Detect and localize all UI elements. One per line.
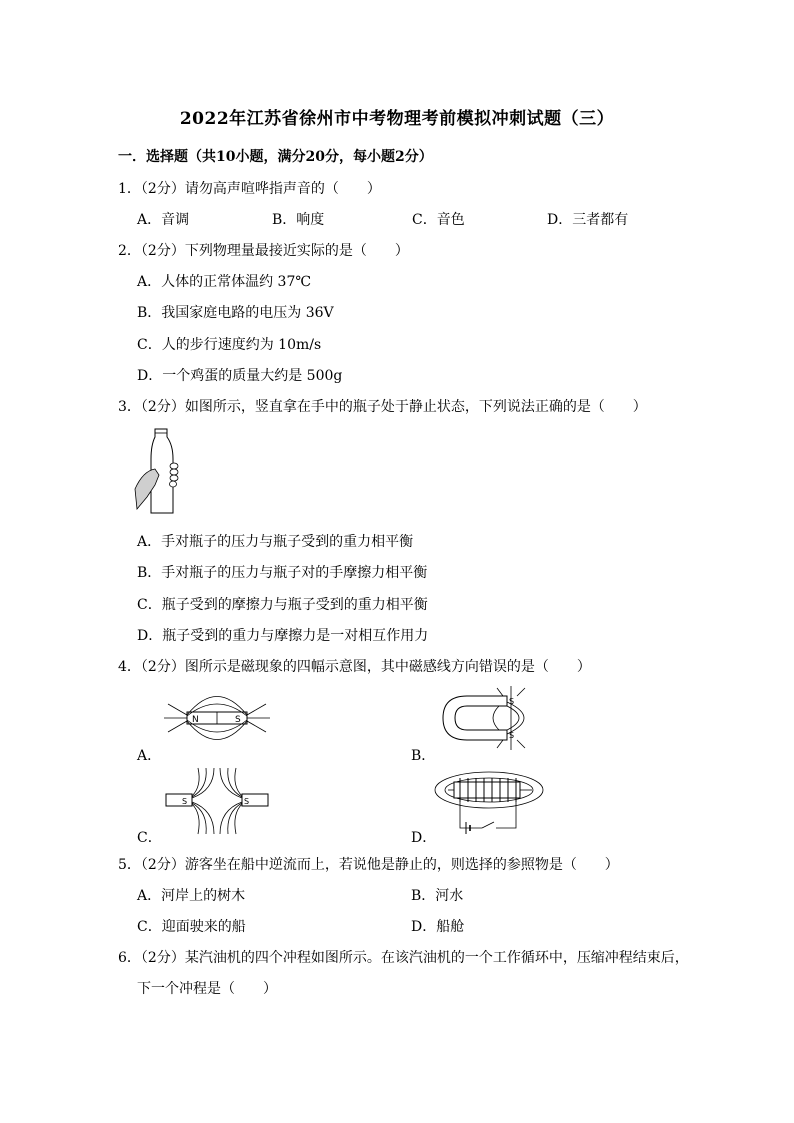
- question-2-stem: 2．（2分）下列物理量最接近实际的是（ ）: [118, 243, 409, 259]
- question-1-option-b[interactable]: B．响度: [272, 212, 325, 228]
- question-1-option-d[interactable]: D．三者都有: [547, 212, 629, 228]
- question-1-stem: 1．（2分）请勿高声喧哗指声音的（ ）: [118, 181, 381, 197]
- question-3-option-a[interactable]: A．手对瓶子的压力与瓶子受到的重力相平衡: [137, 534, 414, 550]
- exam-title: 2022年江苏省徐州市中考物理考前模拟冲刺试题（三）: [179, 109, 615, 129]
- question-3-option-b[interactable]: B．手对瓶子的压力与瓶子对的手摩擦力相平衡: [137, 565, 428, 581]
- magnet-s-label: S: [182, 797, 188, 806]
- magnet-s-label: S: [235, 715, 241, 725]
- question-4-option-a[interactable]: A．: [137, 748, 162, 764]
- magnet-s-label: S: [509, 697, 515, 706]
- question-2-option-a[interactable]: A．人体的正常体温约 37℃: [137, 274, 312, 290]
- magnet-s-label: S: [244, 797, 250, 806]
- solenoid-field-figure: [432, 766, 547, 836]
- question-4-stem: 4．（2分）图所示是磁现象的四幅示意图，其中磁感线方向错误的是（ ）: [118, 659, 591, 675]
- question-5-stem: 5．（2分）游客坐在船中逆流而上，若说他是静止的，则选择的参照物是（ ）: [118, 857, 619, 873]
- question-4-option-d[interactable]: D．: [411, 830, 437, 846]
- question-2-option-d[interactable]: D．一个鸡蛋的质量大约是 500g: [137, 368, 343, 384]
- bar-magnet-field-figure: [162, 682, 272, 752]
- question-2-option-c[interactable]: C．人的步行速度约为 10m/s: [137, 337, 322, 353]
- magnet-s-label: S: [509, 731, 515, 740]
- question-4-option-b[interactable]: B．: [411, 748, 436, 764]
- section-heading: 一．选择题（共10小题，满分20分，每小题2分）: [118, 149, 433, 165]
- question-3-option-c[interactable]: C．瓶子受到的摩擦力与瓶子受到的重力相平衡: [137, 597, 428, 613]
- question-1-option-a[interactable]: A．音调: [137, 212, 190, 228]
- bottle-in-hand-figure: [133, 425, 193, 517]
- question-5-option-a[interactable]: A．河岸上的树木: [137, 888, 246, 904]
- question-3-stem: 3．（2分）如图所示，竖直拿在手中的瓶子处于静止状态，下列说法正确的是（ ）: [118, 399, 647, 415]
- question-3-option-d[interactable]: D．瓶子受到的重力与摩擦力是一对相互作用力: [137, 628, 429, 644]
- magnet-n-label: N: [192, 715, 199, 725]
- question-5-option-b[interactable]: B．河水: [411, 888, 464, 904]
- question-6-stem-line1: 6．（2分）某汽油机的四个冲程如图所示。在该汽油机的一个工作循环中，压缩冲程结束后，: [118, 950, 689, 966]
- question-5-option-c[interactable]: C．迎面驶来的船: [137, 919, 246, 935]
- question-2-option-b[interactable]: B．我国家庭电路的电压为 36V: [137, 305, 334, 321]
- question-4-option-c[interactable]: C．: [137, 830, 162, 846]
- question-6-stem-line2: 下一个冲程是（ ）: [137, 981, 277, 997]
- two-south-poles-field-figure: [162, 766, 272, 836]
- question-5-option-d[interactable]: D．船舱: [411, 919, 465, 935]
- question-1-option-c[interactable]: C．音色: [412, 212, 465, 228]
- u-magnet-field-figure: [437, 682, 547, 752]
